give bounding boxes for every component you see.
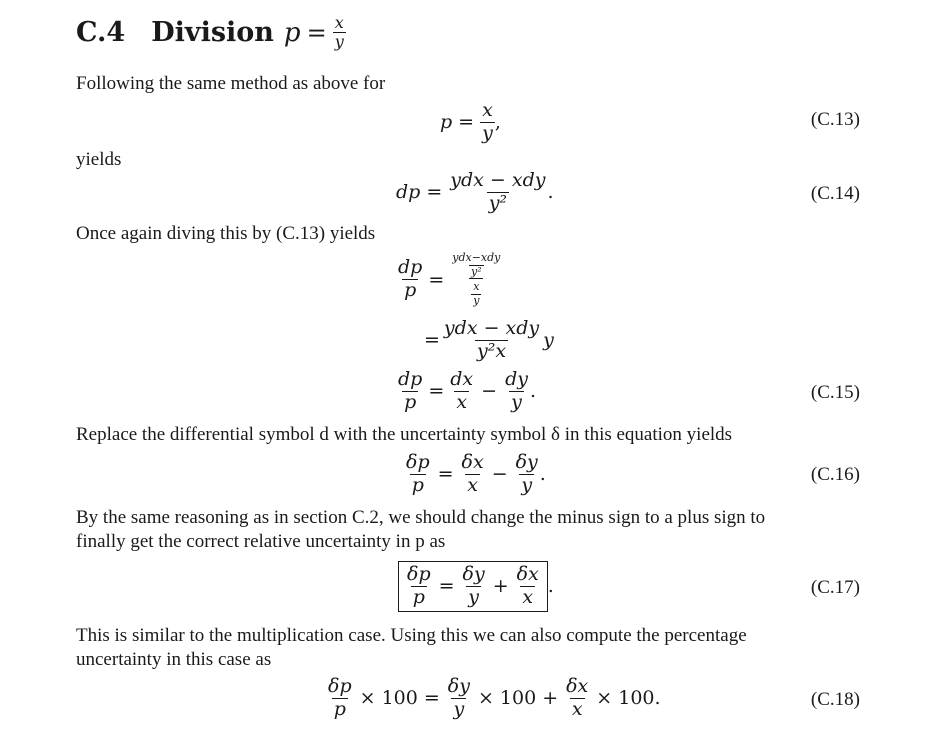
eq16-b-den: y [521,473,533,496]
eq15-l3-b-den: y [511,390,522,413]
eq18-times-1: × 100 [359,687,418,710]
eq18-lhs [326,676,354,721]
eq17-b [515,564,541,609]
eq17-lhs-num: δp [407,563,431,585]
eq-number-c18: (C.18) [810,689,860,710]
eq14-trail: . [547,181,554,204]
equation-c17 [398,561,554,612]
eq16-trail: . [539,463,546,486]
eq-number-c15: (C.15) [810,382,860,403]
eq14-lhs: dp [396,181,421,204]
eq15-l1-lhs [396,257,424,302]
eq15-l1-outer-num: x [473,280,480,294]
eq16-lhs-num: δp [406,451,430,473]
eq15-l3-a-num: dx [450,368,474,390]
eq18-a [446,676,472,721]
eq16-a-num: δx [461,451,484,473]
eq18-a-den: y [453,697,465,720]
eq17-trail: . [547,575,554,598]
eq16-a [460,452,486,497]
equation-c14: dp = $\frac{\text{ydx − xdy}}{\text{y²}}$ . [396,169,554,214]
eq18-b [564,676,590,721]
eq15-l1-inner-den: y² [471,264,482,278]
eq15-l2-fraction [442,318,541,363]
eq-number-c13: (C.13) [810,109,860,130]
eq15-l3-lhs-num: dp [398,368,423,390]
eq15-l1-lhs-den: p [404,279,417,302]
eq15-l2-den: y²x [477,339,507,362]
eq-number-c14: (C.14) [810,183,860,204]
eq18-lhs-den: p [333,697,346,720]
eq14-den: y² [488,191,508,214]
paragraph-5-line2: finally get the correct relative uncertainty in p as [76,531,446,552]
paragraph-6-line2: uncertainty in this case as [76,649,272,670]
eq15-l1-outer-den: y [473,293,480,307]
eq13-lhs: p [440,111,453,134]
section-number: C.4 [76,17,126,49]
eq14-fraction [448,170,547,215]
equation-c15-line1: $\frac{dp}{p}$ = $\frac{\frac{\text{ydx−xdy}}{\text{y²}}}{\frac{x}{y}}$ [396,252,504,308]
paragraph-1: Following the same method as above for [76,73,386,94]
eq15-l3-lhs [396,369,424,414]
equation-c18: $\frac{\delta p}{p}$ × 100 = $\frac{\delta y}{y}$ × 100 + $\frac{\delta x}{x}$ × 100. [328,675,661,720]
section-heading [76,14,346,52]
eq15-l3-b-num: dy [505,368,528,390]
eq16-op: − [491,463,508,486]
equation-c15-line2: = $\frac{\text{ydx − xdy}}{\text{y²x}}$ y [424,317,554,362]
eq16-b-num: δy [515,451,538,473]
eq13-fraction [480,100,495,145]
eq13-den: y [482,121,493,144]
eq17-a [461,564,487,609]
eq18-times-2: × 100 [477,687,537,710]
eq17-a-num: δy [462,563,485,585]
eq16-b [514,452,540,497]
eq15-l1-inner-num: ydx−xdy [452,251,501,264]
paragraph-5-line1: By the same reasoning as in section C.2, we should change the minus sign to a plus sign to [76,507,766,528]
paragraph-2: yields [76,149,122,170]
eq17-b-den: x [522,585,534,608]
eq-number-c17: (C.17) [810,577,860,598]
eq15-l3-trail: . [529,380,537,403]
eq17-a-den: y [468,585,479,608]
eq15-l1-complex-fraction [448,252,504,308]
section-title-math [284,14,346,52]
eq15-l3-a [448,369,475,414]
paragraph-3: Once again diving this by (C.13) yields [76,223,376,244]
heading-math-eq: = [306,18,327,47]
equation-c16: $\frac{\delta p}{p}$ = $\frac{\delta x}{x}$ − $\frac{\delta y}{y}$ . [406,451,546,496]
eq17-b-num: δx [516,563,539,585]
eq16-lhs-den: p [411,473,424,496]
heading-math-p: p [283,17,301,48]
eq-number-c16: (C.16) [810,464,860,485]
eq18-b-num: δx [566,675,589,697]
eq14-num: ydx − xdy [450,169,546,191]
eq15-l3-lhs-den: p [404,390,417,413]
eq13-trail: , [494,111,501,134]
eq18-trail: × 100. [596,687,661,710]
heading-frac-num: x [334,13,344,32]
eq17-box: $\frac{\delta p}{p}$ = $\frac{\delta y}{y}$ + $\frac{\delta x}{x}$ [398,561,548,612]
eq17-lhs [405,564,433,609]
equation-c15-line3: $\frac{dp}{p}$ = $\frac{dx}{x}$ − $\frac{dy}{y}$ . [398,368,537,413]
eq15-l3-b [503,369,530,414]
eq16-lhs [404,452,432,497]
heading-frac-den: y [334,32,344,52]
section-title: Division [151,17,274,49]
eq18-lhs-num: δp [328,675,352,697]
eq15-l1-lhs-num: dp [398,256,423,279]
equation-c13: p = $\frac{x}{y}$ , [440,99,501,144]
eq17-lhs-den: p [412,585,425,608]
eq17-op: + [492,575,509,598]
eq15-l2-trail: y [543,329,554,352]
paragraph-6-line1: This is similar to the multiplication case. Using this we can also compute the percentage [76,625,747,646]
heading-math-fraction [333,14,346,52]
eq18-b-den: x [571,697,583,720]
eq13-num: x [482,99,493,121]
eq15-l3-a-den: x [456,390,468,413]
eq15-l2-num: ydx − xdy [443,317,540,339]
eq18-a-num: δy [447,675,470,697]
eq16-a-den: x [467,473,478,496]
paragraph-4: Replace the differential symbol d with the uncertainty symbol δ in this equation yields [76,424,733,445]
